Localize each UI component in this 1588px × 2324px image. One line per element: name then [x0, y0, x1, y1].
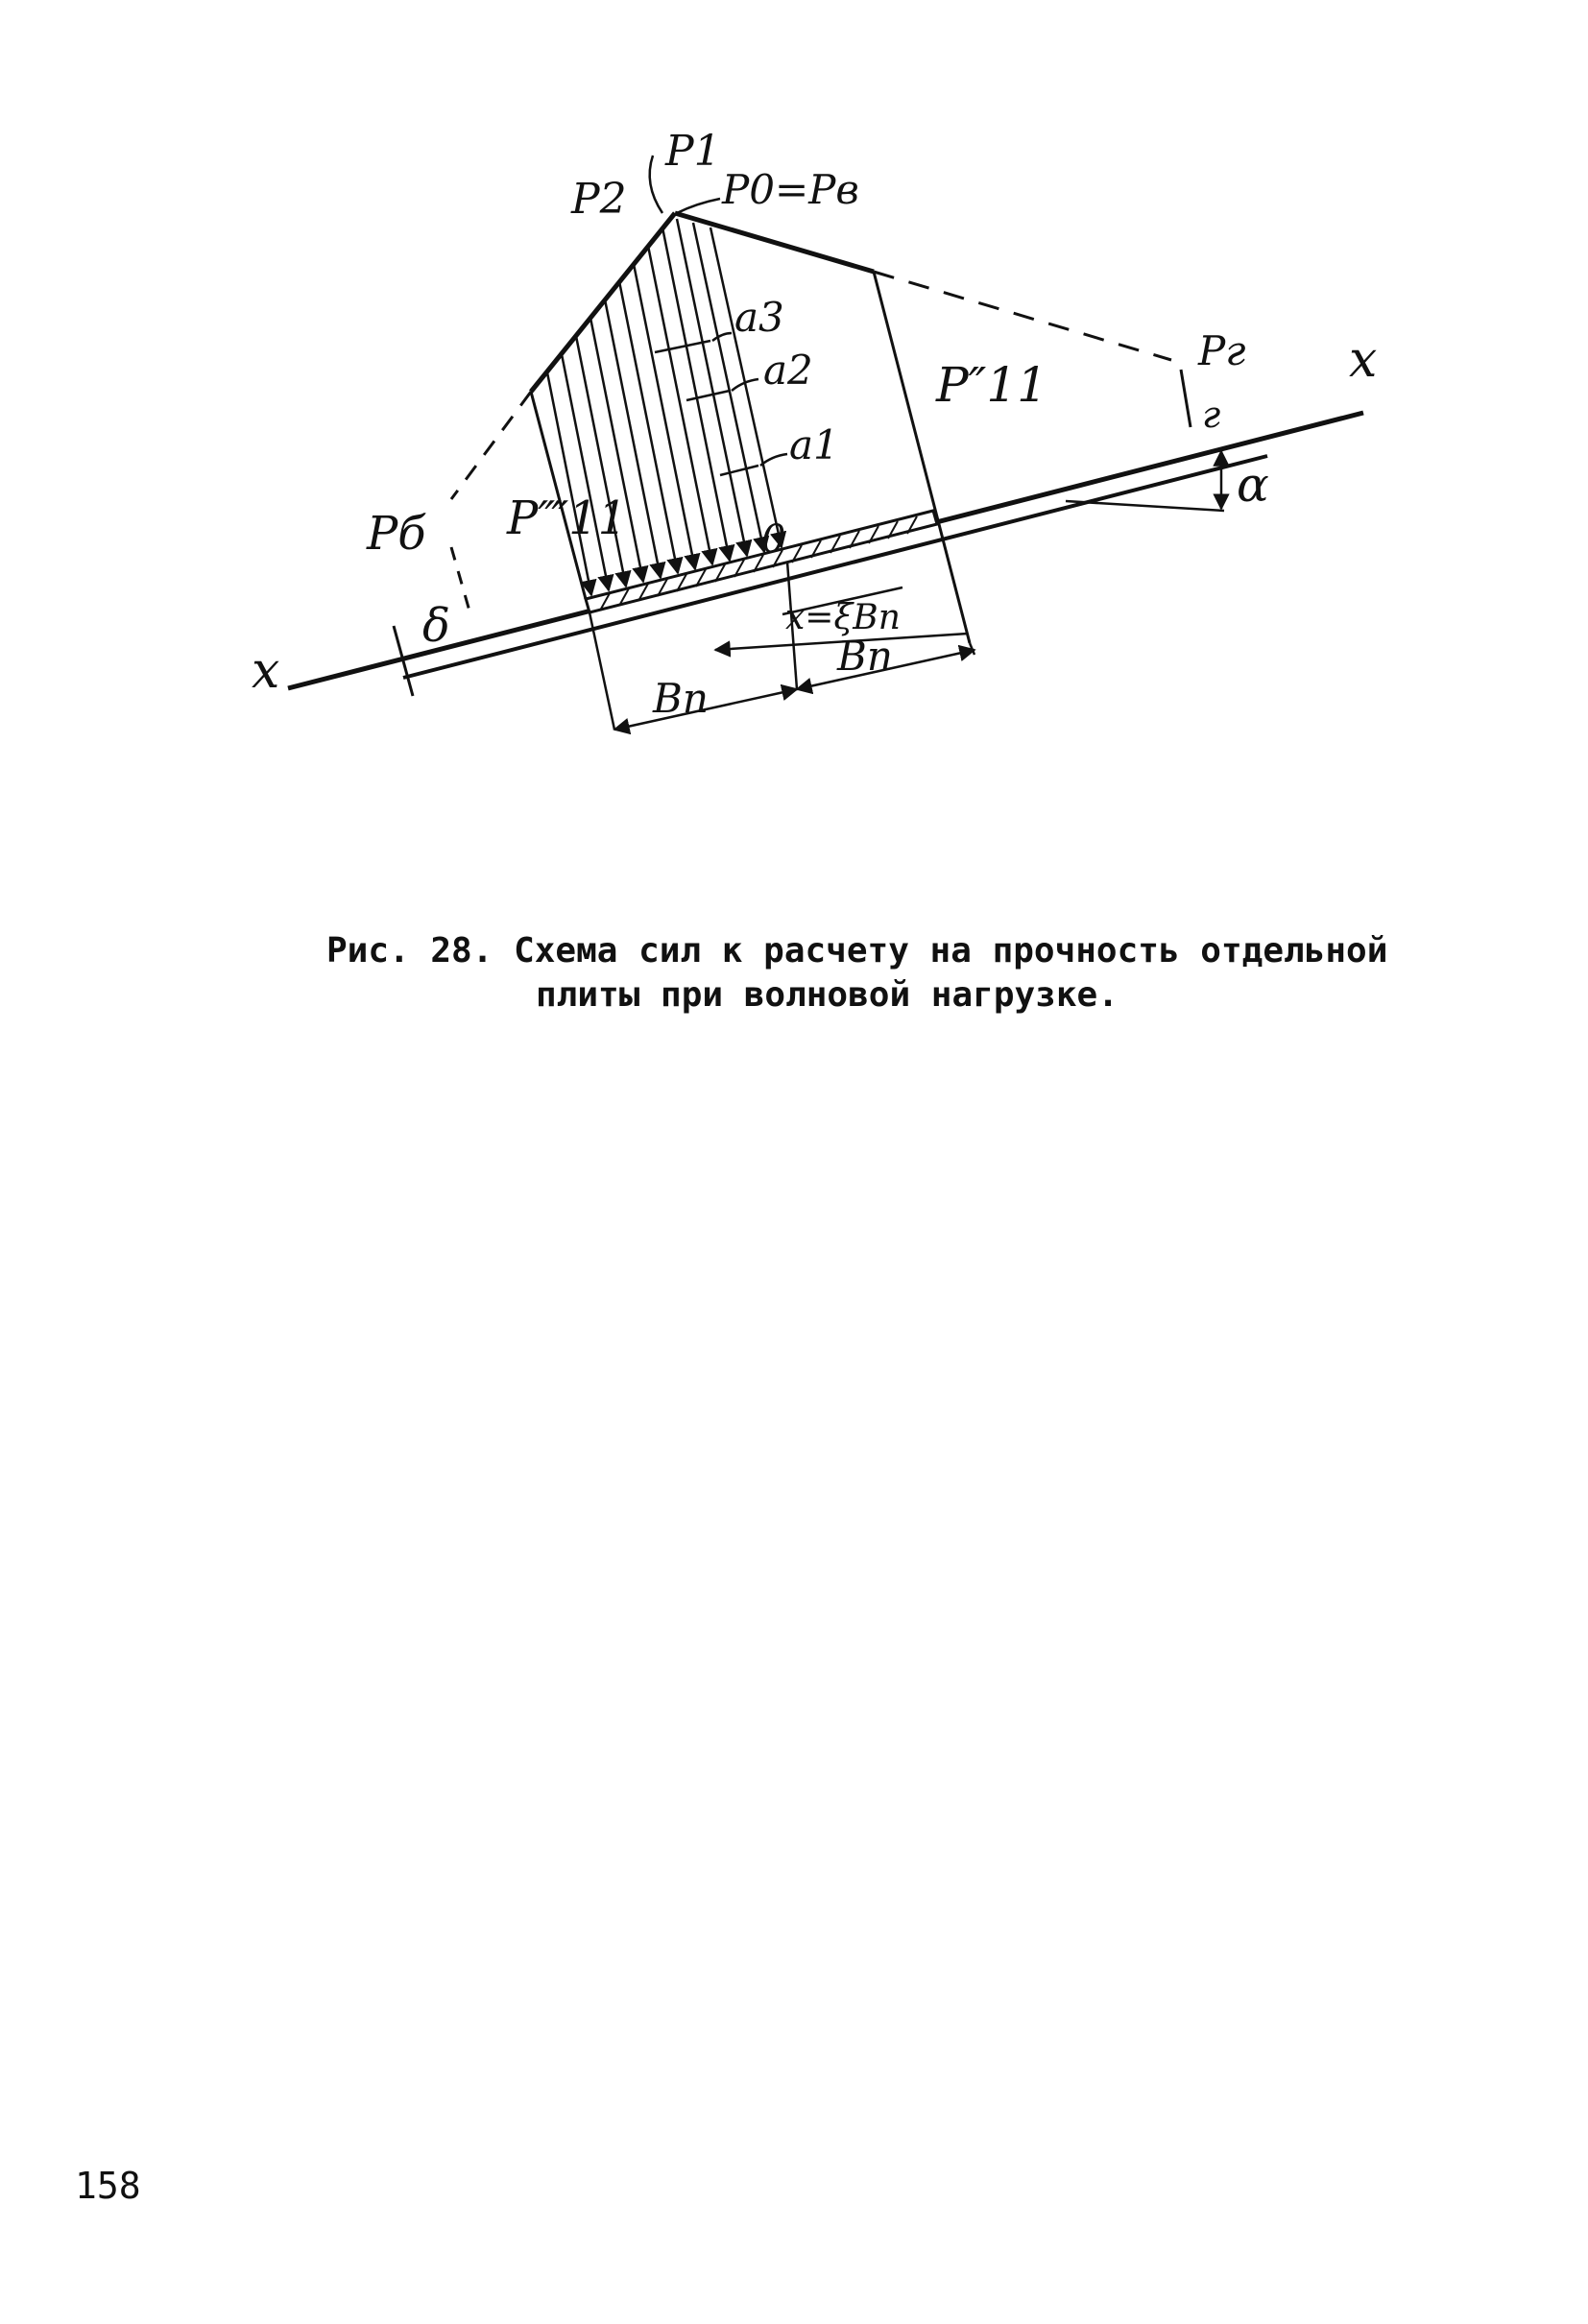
label-pg: Pг [1198, 327, 1246, 374]
label-x-left: x [252, 642, 280, 700]
label-origin: 0 [761, 517, 786, 562]
force-diagram [0, 0, 1588, 864]
label-p11-fourth: P⁗11 [507, 491, 628, 545]
label-bn-right: Bn [837, 633, 893, 680]
label-bn-left: Bn [653, 675, 709, 722]
label-p0-pv: P0=Pв [722, 166, 859, 213]
caption-line-1: Рис. 28. Схема сил к расчету на прочность отдельной [326, 931, 1388, 970]
label-x-right: x [1349, 331, 1378, 389]
label-a1: a1 [789, 421, 839, 468]
label-a3: a3 [734, 294, 784, 341]
label-pb: Pб [367, 507, 426, 561]
label-x-eq: x=ξBn [785, 598, 901, 637]
page-number: 158 [75, 2165, 141, 2207]
figure-caption [326, 929, 1517, 1018]
label-delta: δ [422, 599, 450, 653]
label-g: г [1202, 394, 1221, 436]
label-p2: P2 [571, 175, 627, 224]
diagram-labels [252, 127, 1377, 722]
label-a2: a2 [763, 347, 813, 394]
label-p1: P1 [665, 127, 721, 176]
label-alpha: α [1237, 457, 1269, 513]
caption-line-2: плиты при волновой нагрузке. [536, 975, 1119, 1015]
label-p11-second: P″11 [936, 357, 1047, 413]
